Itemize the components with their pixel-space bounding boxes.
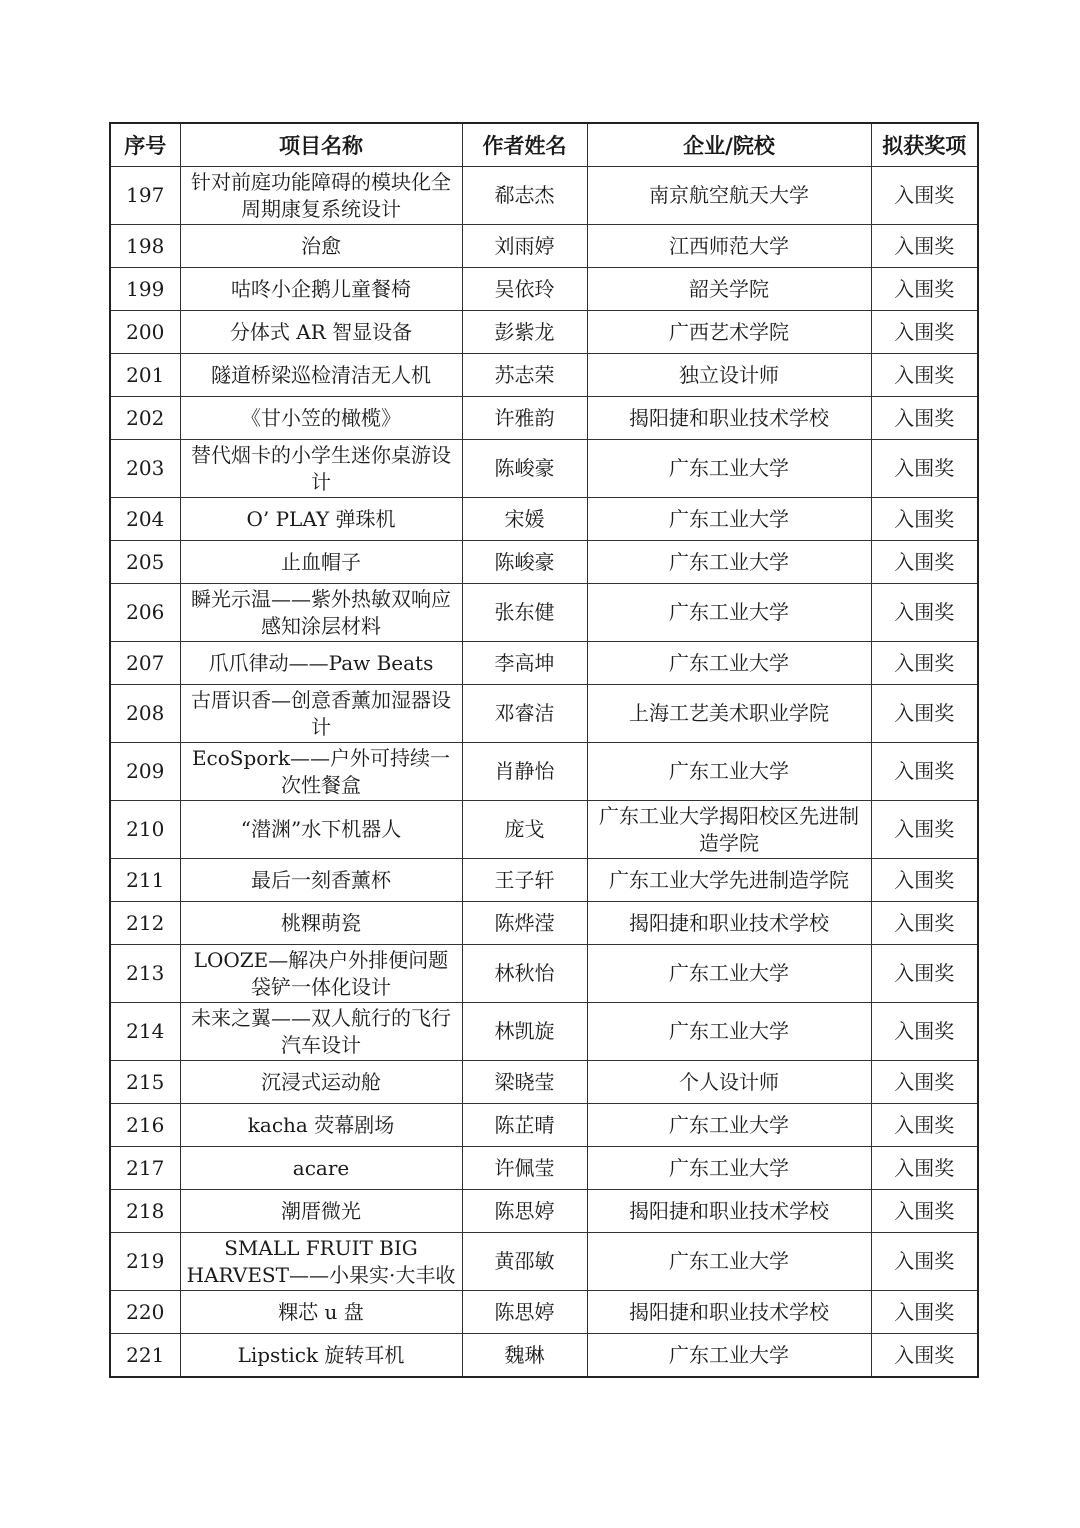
author-name-cell: 郗志杰 — [462, 167, 587, 225]
author-name-cell: 许佩莹 — [462, 1147, 587, 1190]
organization-cell: 广东工业大学 — [587, 743, 871, 801]
serial-number-cell: 201 — [110, 354, 180, 397]
author-name-cell: 林凯旋 — [462, 1003, 587, 1061]
table-row — [110, 1104, 978, 1147]
organization-cell: 广东工业大学揭阳校区先进制造学院 — [587, 801, 871, 859]
project-name-cell: 《甘小笠的橄榄》 — [180, 397, 462, 440]
header-author-name: 作者姓名 — [462, 123, 587, 167]
header-serial-number: 序号 — [110, 123, 180, 167]
project-name-cell: 止血帽子 — [180, 541, 462, 584]
author-name-cell: 陈峻豪 — [462, 541, 587, 584]
organization-cell: 个人设计师 — [587, 1061, 871, 1104]
serial-number-cell: 213 — [110, 945, 180, 1003]
serial-number-cell: 208 — [110, 685, 180, 743]
award-cell: 入围奖 — [871, 397, 978, 440]
header-project-name: 项目名称 — [180, 123, 462, 167]
project-name-cell: 粿芯 u 盘 — [180, 1291, 462, 1334]
award-list-table — [109, 122, 979, 1378]
author-name-cell: 陈思婷 — [462, 1291, 587, 1334]
serial-number-cell: 217 — [110, 1147, 180, 1190]
award-cell: 入围奖 — [871, 268, 978, 311]
author-name-cell: 彭紫龙 — [462, 311, 587, 354]
author-name-cell: 王子轩 — [462, 859, 587, 902]
author-name-cell: 肖静怡 — [462, 743, 587, 801]
serial-number-cell: 209 — [110, 743, 180, 801]
serial-number-cell: 206 — [110, 584, 180, 642]
table-row — [110, 801, 978, 859]
author-name-cell: 刘雨婷 — [462, 225, 587, 268]
serial-number-cell: 203 — [110, 440, 180, 498]
project-name-cell: 针对前庭功能障碍的模块化全周期康复系统设计 — [180, 167, 462, 225]
table-row — [110, 685, 978, 743]
award-cell: 入围奖 — [871, 1233, 978, 1291]
project-name-cell: O’ PLAY 弹珠机 — [180, 498, 462, 541]
project-name-cell: 最后一刻香薰杯 — [180, 859, 462, 902]
table-row — [110, 354, 978, 397]
organization-cell: 广东工业大学 — [587, 945, 871, 1003]
author-name-cell: 许雅韵 — [462, 397, 587, 440]
award-cell: 入围奖 — [871, 1061, 978, 1104]
award-cell: 入围奖 — [871, 642, 978, 685]
author-name-cell: 张东健 — [462, 584, 587, 642]
award-cell: 入围奖 — [871, 1104, 978, 1147]
project-name-cell: 分体式 AR 智显设备 — [180, 311, 462, 354]
serial-number-cell: 198 — [110, 225, 180, 268]
project-name-cell: kacha 荧幕剧场 — [180, 1104, 462, 1147]
award-cell: 入围奖 — [871, 225, 978, 268]
table-row — [110, 859, 978, 902]
table-row — [110, 541, 978, 584]
organization-cell: 广东工业大学 — [587, 642, 871, 685]
table-row — [110, 1147, 978, 1190]
project-name-cell: 未来之翼——双人航行的飞行汽车设计 — [180, 1003, 462, 1061]
author-name-cell: 陈芷晴 — [462, 1104, 587, 1147]
project-name-cell: Lipstick 旋转耳机 — [180, 1334, 462, 1378]
award-cell: 入围奖 — [871, 167, 978, 225]
serial-number-cell: 218 — [110, 1190, 180, 1233]
author-name-cell: 黄邵敏 — [462, 1233, 587, 1291]
organization-cell: 广东工业大学 — [587, 541, 871, 584]
serial-number-cell: 216 — [110, 1104, 180, 1147]
project-name-cell: 瞬光示温——紫外热敏双响应感知涂层材料 — [180, 584, 462, 642]
award-cell: 入围奖 — [871, 743, 978, 801]
table-row — [110, 311, 978, 354]
award-cell: 入围奖 — [871, 1190, 978, 1233]
author-name-cell: 魏琳 — [462, 1334, 587, 1378]
table-row — [110, 1233, 978, 1291]
project-name-cell: 沉浸式运动舱 — [180, 1061, 462, 1104]
award-cell: 入围奖 — [871, 1291, 978, 1334]
award-cell: 入围奖 — [871, 584, 978, 642]
project-name-cell: 爪爪律动——Paw Beats — [180, 642, 462, 685]
author-name-cell: 宋媛 — [462, 498, 587, 541]
table-row — [110, 1003, 978, 1061]
serial-number-cell: 214 — [110, 1003, 180, 1061]
table-body — [110, 167, 978, 1378]
project-name-cell: 咕咚小企鹅儿童餐椅 — [180, 268, 462, 311]
project-name-cell: EcoSpork——户外可持续一次性餐盒 — [180, 743, 462, 801]
award-cell: 入围奖 — [871, 1147, 978, 1190]
author-name-cell: 邓睿洁 — [462, 685, 587, 743]
serial-number-cell: 215 — [110, 1061, 180, 1104]
award-cell: 入围奖 — [871, 859, 978, 902]
organization-cell: 韶关学院 — [587, 268, 871, 311]
serial-number-cell: 197 — [110, 167, 180, 225]
organization-cell: 揭阳捷和职业技术学校 — [587, 397, 871, 440]
author-name-cell: 林秋怡 — [462, 945, 587, 1003]
table-row — [110, 225, 978, 268]
table-row — [110, 440, 978, 498]
table-row — [110, 584, 978, 642]
serial-number-cell: 219 — [110, 1233, 180, 1291]
project-name-cell: SMALL FRUIT BIG HARVEST——小果实·大丰收 — [180, 1233, 462, 1291]
project-name-cell: LOOZE—解决户外排便问题袋铲一体化设计 — [180, 945, 462, 1003]
table-row — [110, 1061, 978, 1104]
organization-cell: 广东工业大学 — [587, 1147, 871, 1190]
organization-cell: 广东工业大学 — [587, 1334, 871, 1378]
table-row — [110, 945, 978, 1003]
award-cell: 入围奖 — [871, 311, 978, 354]
project-name-cell: 治愈 — [180, 225, 462, 268]
serial-number-cell: 202 — [110, 397, 180, 440]
award-cell: 入围奖 — [871, 945, 978, 1003]
organization-cell: 广东工业大学 — [587, 498, 871, 541]
award-cell: 入围奖 — [871, 1334, 978, 1378]
serial-number-cell: 212 — [110, 902, 180, 945]
organization-cell: 广东工业大学 — [587, 440, 871, 498]
serial-number-cell: 205 — [110, 541, 180, 584]
serial-number-cell: 221 — [110, 1334, 180, 1378]
table-row — [110, 1334, 978, 1378]
serial-number-cell: 199 — [110, 268, 180, 311]
organization-cell: 上海工艺美术职业学院 — [587, 685, 871, 743]
award-cell: 入围奖 — [871, 685, 978, 743]
organization-cell: 南京航空航天大学 — [587, 167, 871, 225]
table-row — [110, 642, 978, 685]
table-row — [110, 743, 978, 801]
organization-cell: 广东工业大学 — [587, 584, 871, 642]
author-name-cell: 梁晓莹 — [462, 1061, 587, 1104]
award-cell: 入围奖 — [871, 902, 978, 945]
table-row — [110, 167, 978, 225]
organization-cell: 广西艺术学院 — [587, 311, 871, 354]
project-name-cell: “潜渊”水下机器人 — [180, 801, 462, 859]
serial-number-cell: 204 — [110, 498, 180, 541]
serial-number-cell: 210 — [110, 801, 180, 859]
serial-number-cell: 220 — [110, 1291, 180, 1334]
award-cell: 入围奖 — [871, 440, 978, 498]
header-award: 拟获奖项 — [871, 123, 978, 167]
organization-cell: 江西师范大学 — [587, 225, 871, 268]
author-name-cell: 陈思婷 — [462, 1190, 587, 1233]
table-row — [110, 498, 978, 541]
project-name-cell: 古厝识香—创意香薰加湿器设计 — [180, 685, 462, 743]
table-row — [110, 1291, 978, 1334]
award-cell: 入围奖 — [871, 498, 978, 541]
table-row — [110, 1190, 978, 1233]
award-cell: 入围奖 — [871, 541, 978, 584]
award-cell: 入围奖 — [871, 1003, 978, 1061]
table-row — [110, 268, 978, 311]
project-name-cell: 潮厝微光 — [180, 1190, 462, 1233]
serial-number-cell: 207 — [110, 642, 180, 685]
project-name-cell: 隧道桥梁巡检清洁无人机 — [180, 354, 462, 397]
serial-number-cell: 200 — [110, 311, 180, 354]
serial-number-cell: 211 — [110, 859, 180, 902]
organization-cell: 揭阳捷和职业技术学校 — [587, 1190, 871, 1233]
award-cell: 入围奖 — [871, 354, 978, 397]
table-row — [110, 902, 978, 945]
author-name-cell: 吴依玲 — [462, 268, 587, 311]
header-organization: 企业/院校 — [587, 123, 871, 167]
organization-cell: 广东工业大学 — [587, 1104, 871, 1147]
project-name-cell: 替代烟卡的小学生迷你桌游设计 — [180, 440, 462, 498]
author-name-cell: 陈烨滢 — [462, 902, 587, 945]
organization-cell: 广东工业大学 — [587, 1233, 871, 1291]
organization-cell: 广东工业大学 — [587, 1003, 871, 1061]
organization-cell: 广东工业大学先进制造学院 — [587, 859, 871, 902]
author-name-cell: 陈峻豪 — [462, 440, 587, 498]
table-row — [110, 397, 978, 440]
author-name-cell: 苏志荣 — [462, 354, 587, 397]
project-name-cell: acare — [180, 1147, 462, 1190]
table-header-row — [110, 123, 978, 167]
organization-cell: 揭阳捷和职业技术学校 — [587, 902, 871, 945]
organization-cell: 独立设计师 — [587, 354, 871, 397]
organization-cell: 揭阳捷和职业技术学校 — [587, 1291, 871, 1334]
project-name-cell: 桃粿萌瓷 — [180, 902, 462, 945]
award-cell: 入围奖 — [871, 801, 978, 859]
author-name-cell: 李高坤 — [462, 642, 587, 685]
author-name-cell: 庞戈 — [462, 801, 587, 859]
